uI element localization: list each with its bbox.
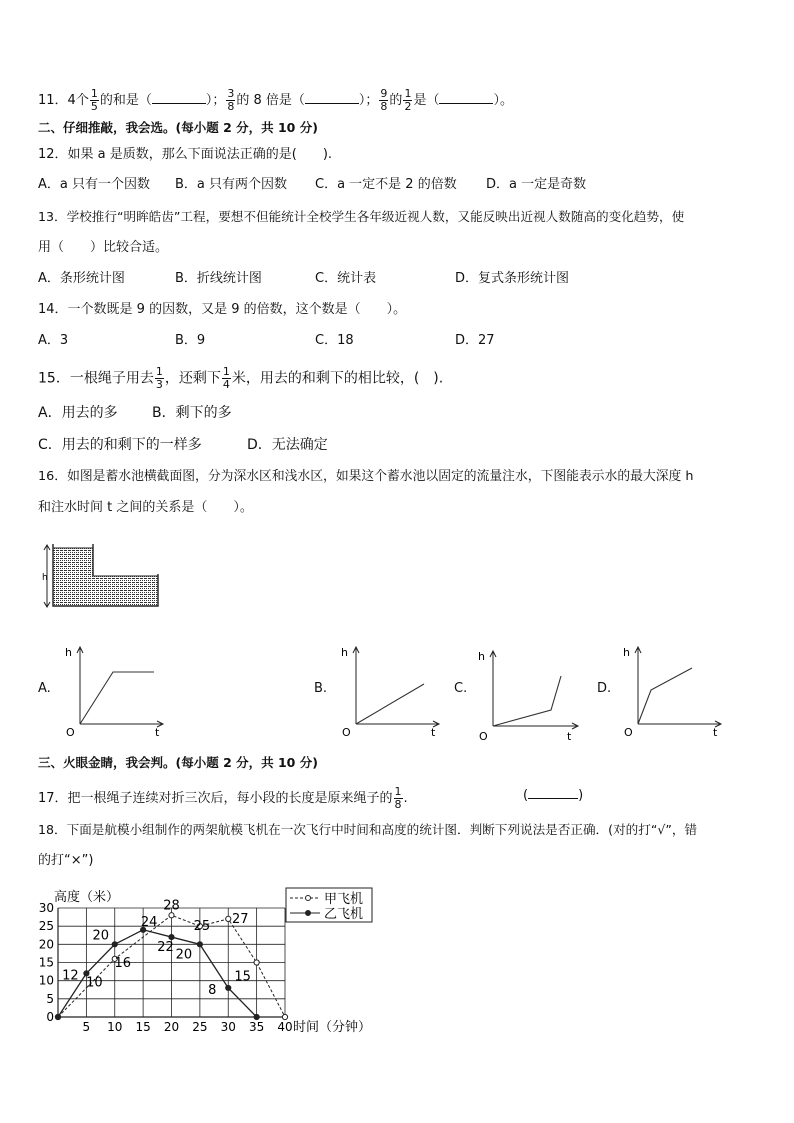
q16-graph-a[interactable] xyxy=(60,642,170,737)
tank-water xyxy=(53,548,158,606)
data-label: 10 xyxy=(86,975,103,991)
q17-text: . xyxy=(403,791,408,806)
origin-label: O xyxy=(342,726,351,737)
y-tick-label: 30 xyxy=(38,901,54,915)
question-18-line-1: 18．下面是航模小组制作的两架航模飞机在一次飞行中时间和高度的统计图．判断下列说法是否正确．(对的打“√”，错 xyxy=(38,822,698,837)
q16-option-c-letter[interactable]: C. xyxy=(454,681,468,696)
x-tick-label: 35 xyxy=(248,1020,265,1034)
q12-option-c[interactable]: C．a 一定不是 2 的倍数 xyxy=(315,177,457,192)
q16-graph-c[interactable] xyxy=(473,646,583,741)
frac-den: 5 xyxy=(90,100,98,113)
q15-option-a[interactable]: A．用去的多 xyxy=(38,405,118,421)
q16-option-b-letter[interactable]: B. xyxy=(314,681,328,696)
data-label: 25 xyxy=(193,919,211,935)
frac-den: 4 xyxy=(222,378,230,391)
q17-text: 17．把一根绳子连续对折三次后，每小段的长度是原来绳子的 xyxy=(38,791,393,806)
q15-option-b[interactable]: B．剩下的多 xyxy=(152,405,232,421)
fraction-1-3 xyxy=(155,366,164,391)
origin-label: O xyxy=(624,726,633,737)
y-tick-label: 25 xyxy=(38,919,54,934)
frac-num: 1 xyxy=(155,365,163,378)
graph-c-line xyxy=(493,676,561,726)
graph-d-line xyxy=(638,668,692,724)
x-axis-title: 时间（分钟） xyxy=(293,1020,372,1035)
q16-graph-d[interactable] xyxy=(618,642,728,737)
q14-option-c[interactable]: C．18 xyxy=(315,333,354,348)
q14-option-b[interactable]: B．9 xyxy=(175,333,206,348)
x-tick-label: 30 xyxy=(220,1020,236,1034)
series-yi-point xyxy=(197,942,202,947)
q11-text: 的和是（ xyxy=(99,93,152,108)
q16-graph-options xyxy=(0,630,794,740)
q16-graph-b[interactable] xyxy=(336,642,446,737)
x-tick-label: 5 xyxy=(82,1020,91,1034)
frac-num: 1 xyxy=(394,785,402,798)
question-13-line-2: 用（ ）比较合适。 xyxy=(38,240,169,255)
series-yi-point xyxy=(226,985,231,990)
question-17 xyxy=(38,786,408,811)
fraction-1-5 xyxy=(90,88,99,113)
h-label: h xyxy=(65,646,72,659)
x-tick-label: 20 xyxy=(163,1020,180,1034)
data-label: 15 xyxy=(234,969,251,985)
q13-option-b[interactable]: B．折线统计图 xyxy=(175,271,262,286)
paren-right: ) xyxy=(578,788,584,803)
q11-text: ）； xyxy=(358,93,379,108)
y-axis-title: 高度（米） xyxy=(54,890,120,905)
fraction-3-8 xyxy=(226,88,235,113)
q11-number: 11． xyxy=(38,93,68,108)
q14-option-d[interactable]: D．27 xyxy=(455,333,495,348)
frac-den: 8 xyxy=(394,798,402,811)
series-yi-point xyxy=(112,942,117,947)
question-16-line-2: 和注水时间 t 之间的关系是（ ）。 xyxy=(38,500,253,515)
question-14: 14．一个数既是 9 的因数，又是 9 的倍数，这个数是（ ）。 xyxy=(38,302,407,317)
frac-num: 9 xyxy=(380,87,388,100)
data-label: 27 xyxy=(231,911,249,927)
y-tick-label: 0 xyxy=(46,1010,54,1024)
section-3-heading: 三、火眼金睛，我会判。(每小题 2 分，共 10 分) xyxy=(38,755,318,770)
q17-answer-box[interactable] xyxy=(523,786,583,805)
data-label: 20 xyxy=(92,928,110,944)
origin-label: O xyxy=(66,726,75,737)
q11-text: 4个 xyxy=(67,93,89,108)
data-label: 12 xyxy=(62,968,79,984)
q15-text: ，还剩下 xyxy=(164,370,221,387)
series-jia-point xyxy=(226,916,231,921)
q14-option-a[interactable]: A．3 xyxy=(38,333,69,348)
q16-option-a-letter[interactable]: A. xyxy=(38,681,51,696)
x-tick-label: 10 xyxy=(107,1020,123,1034)
answer-blank[interactable] xyxy=(528,786,578,799)
graph-a-line xyxy=(80,672,154,724)
question-16-line-1: 16．如图是蓄水池横截面图，分为深水区和浅水区，如果这个蓄水池以固定的流量注水，下图能表示水的最大深度 h xyxy=(38,469,694,484)
q15-option-c[interactable]: C．用去的和剩下的一样多 xyxy=(38,437,202,453)
answer-blank[interactable] xyxy=(152,91,206,104)
question-12: 12．如果 a 是质数，那么下面说法正确的是( ). xyxy=(38,147,333,162)
legend-marker xyxy=(306,896,311,901)
series-yi-point xyxy=(55,1014,60,1019)
origin-label: O xyxy=(479,730,488,741)
series-jia-point xyxy=(169,913,174,918)
x-tick-label: 40 xyxy=(277,1020,293,1034)
t-label: t xyxy=(713,726,718,737)
frac-den: 3 xyxy=(155,378,163,391)
legend-label: 乙飞机 xyxy=(324,907,364,922)
paren-left: ( xyxy=(523,788,529,803)
q16-option-d-letter[interactable]: D. xyxy=(597,681,612,696)
frac-num: 1 xyxy=(404,87,412,100)
fraction-1-8 xyxy=(394,786,403,811)
frac-den: 8 xyxy=(380,100,388,113)
q13-option-a[interactable]: A．条形统计图 xyxy=(38,271,125,286)
question-18-line-2: 的打“×”) xyxy=(38,853,94,868)
series-yi-point xyxy=(254,1014,259,1019)
data-label: 22 xyxy=(157,940,174,956)
q11-text: ）。 xyxy=(493,93,513,108)
y-tick-label: 5 xyxy=(46,991,54,1006)
q11-text: 是（ xyxy=(413,93,440,108)
series-jia-point xyxy=(254,960,259,965)
frac-num: 3 xyxy=(227,87,235,100)
question-15 xyxy=(38,366,443,391)
data-label: 8 xyxy=(208,982,217,998)
question-13-line-1: 13．学校推行“明眸皓齿”工程，要想不但能统计全校学生各年级近视人数，又能反映出近视人数随高的变化趋势，使 xyxy=(38,209,685,224)
data-label: 16 xyxy=(114,955,132,971)
frac-num: 1 xyxy=(90,87,98,100)
t-label: t xyxy=(155,726,160,737)
x-tick-label: 25 xyxy=(192,1020,208,1034)
legend-marker xyxy=(306,911,311,916)
q12-option-a[interactable]: A．a 只有一个因数 xyxy=(38,177,150,192)
graph-b-line xyxy=(356,684,424,724)
series-jia-point xyxy=(282,1014,287,1019)
q11-text: 的 8 倍是（ xyxy=(236,93,305,108)
section-2-heading: 二、仔细推敲，我会选。(每小题 2 分，共 10 分) xyxy=(38,120,318,135)
tank-h-label: h xyxy=(42,573,48,583)
t-label: t xyxy=(567,730,572,741)
data-label: 24 xyxy=(140,914,158,930)
q11-text: ）； xyxy=(205,93,226,108)
series-yi-point xyxy=(169,934,174,939)
fraction-9-8 xyxy=(379,88,388,113)
q15-text: 米，用去的和剩下的相比较，( ). xyxy=(231,370,444,387)
q12-option-b[interactable]: B．a 只有两个因数 xyxy=(175,177,288,192)
answer-blank[interactable] xyxy=(439,91,493,104)
y-tick-label: 10 xyxy=(38,973,54,988)
q15-option-d[interactable]: D．无法确定 xyxy=(247,437,328,453)
frac-num: 1 xyxy=(222,365,230,378)
t-label: t xyxy=(431,726,436,737)
q13-option-d[interactable]: D．复式条形统计图 xyxy=(455,271,570,286)
fraction-1-2 xyxy=(403,88,412,113)
h-label: h xyxy=(623,646,630,659)
q13-option-c[interactable]: C．统计表 xyxy=(315,271,377,286)
frac-den: 8 xyxy=(227,100,235,113)
q12-option-d[interactable]: D．a 一定是奇数 xyxy=(486,177,587,192)
tank-cross-section-figure xyxy=(40,538,170,618)
y-tick-label: 15 xyxy=(38,955,54,970)
h-label: h xyxy=(478,650,485,663)
fraction-1-4 xyxy=(222,366,231,391)
h-label: h xyxy=(341,646,348,659)
q15-text: 15．一根绳子用去 xyxy=(38,370,154,387)
legend-label: 甲飞机 xyxy=(324,892,364,907)
y-tick-label: 20 xyxy=(38,937,54,952)
data-label: 28 xyxy=(163,898,180,914)
data-label: 20 xyxy=(175,947,193,963)
x-tick-label: 15 xyxy=(135,1020,151,1034)
flight-altitude-chart xyxy=(30,884,390,1044)
q11-text: 的 xyxy=(389,93,403,108)
answer-blank[interactable] xyxy=(305,91,359,104)
question-11 xyxy=(38,88,513,113)
frac-den: 2 xyxy=(404,100,412,113)
